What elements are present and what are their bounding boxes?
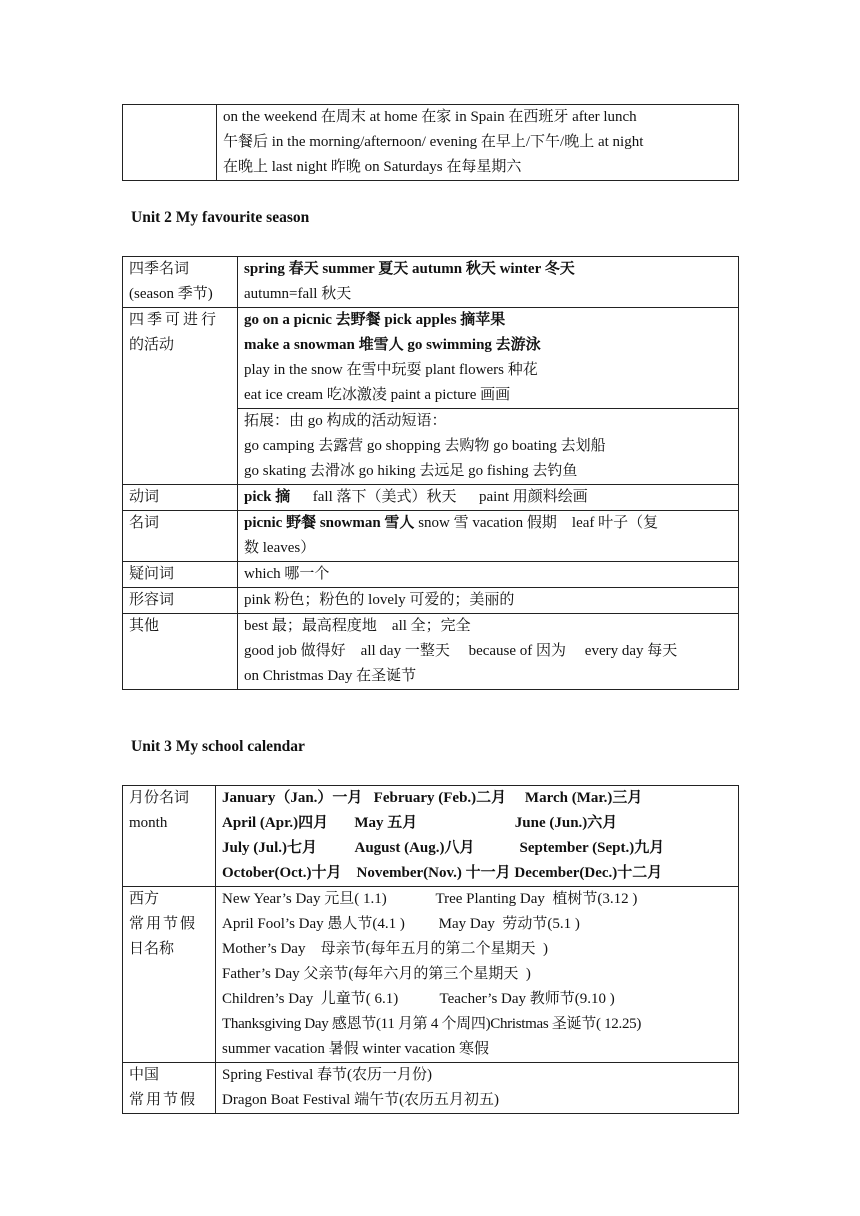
text-line: eat ice cream 吃冰激凌 paint a picture 画画 bbox=[244, 387, 511, 403]
table-row bbox=[123, 562, 739, 588]
unit2-heading: Unit 2 My favourite season bbox=[131, 209, 310, 226]
unit3-heading: Unit 3 My school calendar bbox=[131, 738, 305, 755]
row-label: 四季名词 bbox=[129, 261, 190, 277]
table-row bbox=[123, 485, 739, 511]
text-line: 在晚上 last night 昨晚 on Saturdays 在每星期六 bbox=[223, 159, 522, 175]
row-label-cell bbox=[123, 105, 217, 181]
row-label: 四季可进行 bbox=[129, 312, 220, 328]
table-row bbox=[123, 105, 739, 181]
bold-term: pick 摘 bbox=[244, 489, 291, 505]
text-line: New Year’s Day 元旦( 1.1) Tree Planting Day 植树节(3.12 ) bbox=[222, 891, 638, 907]
text-line: April Fool’s Day 愚人节(4.1 ) May Day 劳动节(5.1 ) bbox=[222, 916, 580, 932]
content-cell bbox=[216, 887, 739, 1063]
content-cell bbox=[216, 786, 739, 887]
text-line: on the weekend 在周末 at home 在家 in Spain 在西班牙 after lunch bbox=[223, 109, 637, 125]
row-label-cell bbox=[123, 511, 238, 562]
row-label-cell bbox=[123, 485, 238, 511]
row-label: 的活动 bbox=[129, 337, 175, 353]
row-label: 动词 bbox=[129, 489, 160, 505]
unit2-vocab-table bbox=[122, 256, 739, 690]
text-line: summer vacation 暑假 winter vacation 寒假 bbox=[222, 1041, 490, 1057]
content-cell bbox=[238, 588, 739, 614]
table-row bbox=[123, 1063, 739, 1114]
text-line: Children’s Day 儿童节( 6.1) Teacher’s Day 教师节(9.10 ) bbox=[222, 991, 615, 1007]
bold-term: picnic 野餐 snowman 雪人 bbox=[244, 515, 415, 531]
text-line: Father’s Day 父亲节(每年六月的第三个星期天 ) bbox=[222, 966, 531, 982]
text-line: 拓展：由 go 构成的活动短语： bbox=[244, 413, 447, 429]
row-label-cell bbox=[123, 887, 216, 1063]
content-cell bbox=[238, 562, 739, 588]
row-label: month bbox=[129, 815, 168, 831]
text-line: go skating 去滑冰 go hiking 去远足 go fishing 去钓鱼 bbox=[244, 463, 578, 479]
text-span: fall 落下（美式）秋天 paint 用颜料绘画 bbox=[290, 489, 588, 505]
row-label: 其他 bbox=[129, 618, 160, 634]
text-line: good job 做得好 all day 一整天 because of 因为 every day 每天 bbox=[244, 643, 678, 659]
text-line: April (Apr.)四月 May 五月 June (Jun.)六月 bbox=[222, 815, 618, 831]
row-label: 名词 bbox=[129, 515, 160, 531]
table-row bbox=[123, 257, 739, 308]
row-label: 月份名词 bbox=[129, 790, 190, 806]
text-line: October(Oct.)十月 November(Nov.) 十一月 December(Dec.)十二月 bbox=[222, 865, 663, 881]
content-cell bbox=[238, 614, 739, 690]
content-cell bbox=[238, 409, 739, 485]
content-cell bbox=[238, 511, 739, 562]
row-label: 疑问词 bbox=[129, 566, 175, 582]
text-line: Spring Festival 春节(农历一月份) bbox=[222, 1067, 432, 1083]
text-line: on Christmas Day 在圣诞节 bbox=[244, 668, 417, 684]
text-line: July (Jul.)七月 August (Aug.)八月 September (Sept.)九月 bbox=[222, 840, 665, 856]
text-line: go camping 去露营 go shopping 去购物 go boating 去划船 bbox=[244, 438, 606, 454]
text-line: which 哪一个 bbox=[244, 566, 330, 582]
table-row bbox=[123, 588, 739, 614]
row-label: (season 季节) bbox=[129, 286, 213, 302]
row-label-cell bbox=[123, 786, 216, 887]
text-line: Dragon Boat Festival 端午节(农历五月初五) bbox=[222, 1092, 500, 1108]
table-row bbox=[123, 614, 739, 690]
row-label: 西方 bbox=[129, 891, 160, 907]
content-cell bbox=[216, 1063, 739, 1114]
content-cell bbox=[238, 257, 739, 308]
table-row bbox=[123, 308, 739, 409]
table-row bbox=[123, 786, 739, 887]
row-label: 日名称 bbox=[129, 941, 175, 957]
text-line: Thanksgiving Day 感恩节(11 月第 4 个周四)Christmas 圣诞节( 12.25) bbox=[222, 1016, 642, 1032]
table-row bbox=[123, 887, 739, 1063]
text-span: snow 雪 vacation 假期 leaf 叶子（复 bbox=[414, 515, 659, 531]
row-label: 中国 bbox=[129, 1067, 160, 1083]
unit3-vocab-table bbox=[122, 785, 739, 1114]
text-line: spring 春天 summer 夏天 autumn 秋天 winter 冬天 bbox=[244, 261, 575, 277]
row-label-cell bbox=[123, 588, 238, 614]
row-label-cell bbox=[123, 614, 238, 690]
content-cell bbox=[238, 485, 739, 511]
row-label-cell bbox=[123, 257, 238, 308]
text-line: 数 leaves） bbox=[244, 540, 316, 556]
row-label: 常用节假 bbox=[129, 1092, 198, 1108]
text-line: autumn=fall 秋天 bbox=[244, 286, 352, 302]
content-cell bbox=[238, 308, 739, 409]
text-line: play in the snow 在雪中玩耍 plant flowers 种花 bbox=[244, 362, 538, 378]
text-line: 午餐后 in the morning/afternoon/ evening 在早上/下午/晚上 at night bbox=[223, 134, 644, 150]
text-line: best 最；最高程度地 all 全；完全 bbox=[244, 618, 471, 634]
text-line: January（Jan.）一月 February (Feb.)二月 March (Mar.)三月 bbox=[222, 790, 643, 806]
unit1-vocab-table-continued bbox=[122, 104, 739, 181]
phrases-cell bbox=[217, 105, 739, 181]
row-label-cell bbox=[123, 308, 238, 485]
text-line bbox=[244, 511, 732, 536]
row-label-cell bbox=[123, 1063, 216, 1114]
row-label-cell bbox=[123, 562, 238, 588]
text-line: make a snowman 堆雪人 go swimming 去游泳 bbox=[244, 337, 541, 353]
text-line: Mother’s Day 母亲节(每年五月的第二个星期天 ) bbox=[222, 941, 548, 957]
text-line: pink 粉色；粉色的 lovely 可爱的；美丽的 bbox=[244, 592, 515, 608]
text-line: go on a picnic 去野餐 pick apples 摘苹果 bbox=[244, 312, 506, 328]
table-row bbox=[123, 511, 739, 562]
row-label: 常用节假 bbox=[129, 916, 198, 932]
row-label: 形容词 bbox=[129, 592, 175, 608]
text-line bbox=[244, 485, 732, 510]
